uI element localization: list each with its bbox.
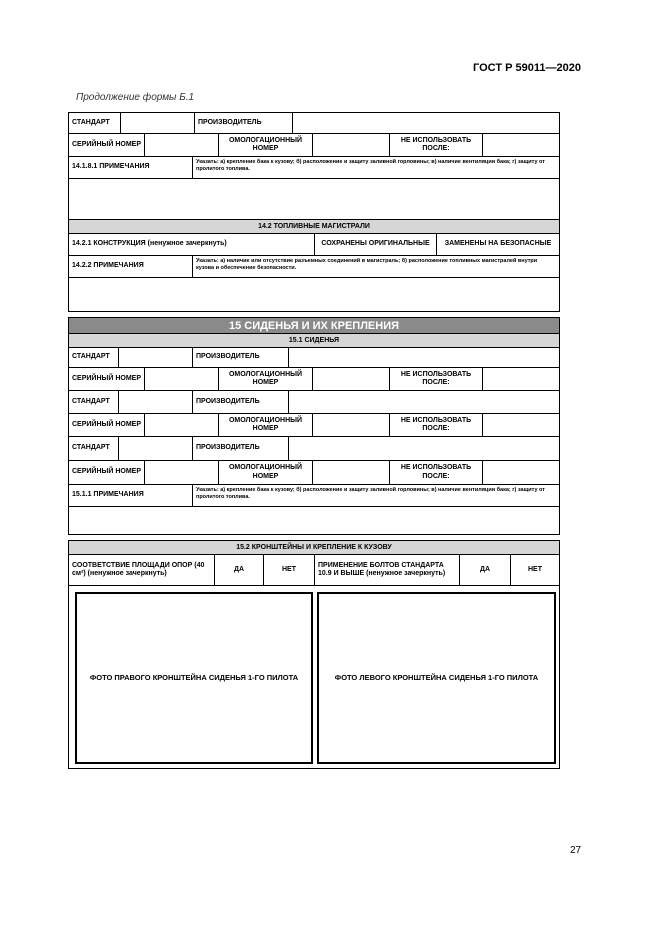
seats-notes-hint: Указать: а) крепление бака к кузову; б) расположение и защиту заливной горловины; в) наличие вентиляции бака; г) защиту от пролитого топлива.	[193, 485, 559, 507]
fuel-notes-field[interactable]	[69, 278, 559, 311]
serial-field[interactable]	[145, 414, 219, 437]
notes-field[interactable]	[69, 179, 559, 219]
bolts-no[interactable]: НЕТ	[511, 555, 559, 586]
seats-notes-label: 15.1.1 ПРИМЕЧАНИЯ	[69, 485, 193, 507]
label-manufacturer: ПРОИЗВОДИТЕЛЬ	[193, 391, 289, 414]
page-number: 27	[570, 845, 582, 856]
homologation-field[interactable]	[313, 368, 390, 391]
serial-field[interactable]	[145, 368, 219, 391]
serial-field[interactable]	[145, 134, 219, 157]
notes-hint: Указать: а) крепление бака к кузову; б) расположение и защиту заливной горловины; в) наличие вентиляции бака; г) защиту от пролитого топлива.	[193, 157, 559, 179]
label-serial: СЕРИЙНЫЙ НОМЕР	[69, 368, 145, 391]
homologation-field[interactable]	[313, 461, 390, 485]
area-yes[interactable]: ДА	[215, 555, 264, 586]
option-original[interactable]: СОХРАНЕНЫ ОРИГИНАЛЬНЫЕ	[315, 234, 437, 256]
label-homologation: ОМОЛОГАЦИОННЫЙ НОМЕР	[219, 368, 313, 391]
label-homologation: ОМОЛОГАЦИОННЫЙ НОМЕР	[219, 134, 313, 157]
label-standard: СТАНДАРТ	[69, 391, 119, 414]
label-manufacturer: ПРОИЗВОДИТЕЛЬ	[193, 348, 289, 368]
bolts-yes[interactable]: ДА	[460, 555, 511, 586]
label-do-not-use: НЕ ИСПОЛЬЗОВАТЬ ПОСЛЕ:	[390, 134, 483, 157]
standard-field[interactable]	[119, 348, 193, 368]
seats-notes-field[interactable]	[69, 507, 559, 534]
standard-field[interactable]	[121, 113, 195, 134]
label-do-not-use: НЕ ИСПОЛЬЗОВАТЬ ПОСЛЕ:	[390, 414, 483, 437]
bolts-label: ПРИМЕНЕНИЕ БОЛТОВ СТАНДАРТА 10.9 И ВЫШЕ (ненужное зачеркнуть)	[315, 555, 460, 586]
do-not-use-field[interactable]	[483, 414, 559, 437]
standard-field[interactable]	[119, 437, 193, 461]
label-homologation: ОМОЛОГАЦИОННЫЙ НОМЕР	[219, 461, 313, 485]
construction-label: 14.2.1 КОНСТРУКЦИЯ (ненужное зачеркнуть)	[69, 234, 315, 256]
area-label: СООТВЕТСТВИЕ ПЛОЩАДИ ОПОР (40 см²) (ненужное зачеркнуть)	[69, 555, 215, 586]
option-safe[interactable]: ЗАМЕНЕНЫ НА БЕЗОПАСНЫЕ	[437, 234, 559, 256]
do-not-use-field[interactable]	[483, 461, 559, 485]
label-serial: СЕРИЙНЫЙ НОМЕР	[69, 461, 145, 485]
label-manufacturer: ПРОИЗВОДИТЕЛЬ	[193, 437, 289, 461]
manufacturer-field[interactable]	[293, 113, 559, 134]
standard-field[interactable]	[119, 391, 193, 414]
brackets-block	[68, 540, 560, 769]
form-continuation: Продолжение формы Б.1	[76, 92, 195, 103]
homologation-field[interactable]	[313, 414, 390, 437]
label-do-not-use: НЕ ИСПОЛЬЗОВАТЬ ПОСЛЕ:	[390, 461, 483, 485]
manufacturer-field[interactable]	[289, 437, 559, 461]
seats-subtitle: 15.1 СИДЕНЬЯ	[69, 334, 559, 348]
brackets-title: 15.2 КРОНШТЕЙНЫ И КРЕПЛЕНИЕ К КУЗОВУ	[69, 541, 559, 555]
manufacturer-field[interactable]	[289, 391, 559, 414]
label-serial: СЕРИЙНЫЙ НОМЕР	[69, 134, 145, 157]
do-not-use-field[interactable]	[483, 368, 559, 391]
label-serial: СЕРИЙНЫЙ НОМЕР	[69, 414, 145, 437]
label-standard: СТАНДАРТ	[69, 113, 121, 134]
label-do-not-use: НЕ ИСПОЛЬЗОВАТЬ ПОСЛЕ:	[390, 368, 483, 391]
manufacturer-field[interactable]	[289, 348, 559, 368]
label-standard: СТАНДАРТ	[69, 437, 119, 461]
fuel-lines-title: 14.2 ТОПЛИВНЫЕ МАГИСТРАЛИ	[69, 220, 559, 234]
form-table	[68, 112, 560, 769]
fuel-tank-block	[68, 112, 560, 220]
label-manufacturer: ПРОИЗВОДИТЕЛЬ	[195, 113, 293, 134]
seats-block	[68, 317, 560, 535]
area-no[interactable]: НЕТ	[264, 555, 315, 586]
seats-title: 15 СИДЕНЬЯ И ИХ КРЕПЛЕНИЯ	[69, 318, 559, 334]
homologation-field[interactable]	[313, 134, 390, 157]
serial-field[interactable]	[145, 461, 219, 485]
photo-right-bracket[interactable]: ФОТО ПРАВОГО КРОНШТЕЙНА СИДЕНЬЯ 1-ГО ПИЛОТА	[75, 592, 313, 764]
label-standard: СТАНДАРТ	[69, 348, 119, 368]
photo-left-bracket[interactable]: ФОТО ЛЕВОГО КРОНШТЕЙНА СИДЕНЬЯ 1-ГО ПИЛОТА	[317, 592, 556, 764]
fuel-lines-block	[68, 220, 560, 312]
standard-code: ГОСТ Р 59011—2020	[473, 62, 581, 74]
fuel-notes-label: 14.2.2 ПРИМЕЧАНИЯ	[69, 256, 193, 278]
do-not-use-field[interactable]	[483, 134, 559, 157]
label-homologation: ОМОЛОГАЦИОННЫЙ НОМЕР	[219, 414, 313, 437]
fuel-notes-hint: Указать: а) наличие или отсутствие разъемных соединений в магистраль; б) расположение топливных магистралей внутри кузова и обеспечение безопасности.	[193, 256, 559, 278]
notes-label: 14.1.8.1 ПРИМЕЧАНИЯ	[69, 157, 193, 179]
